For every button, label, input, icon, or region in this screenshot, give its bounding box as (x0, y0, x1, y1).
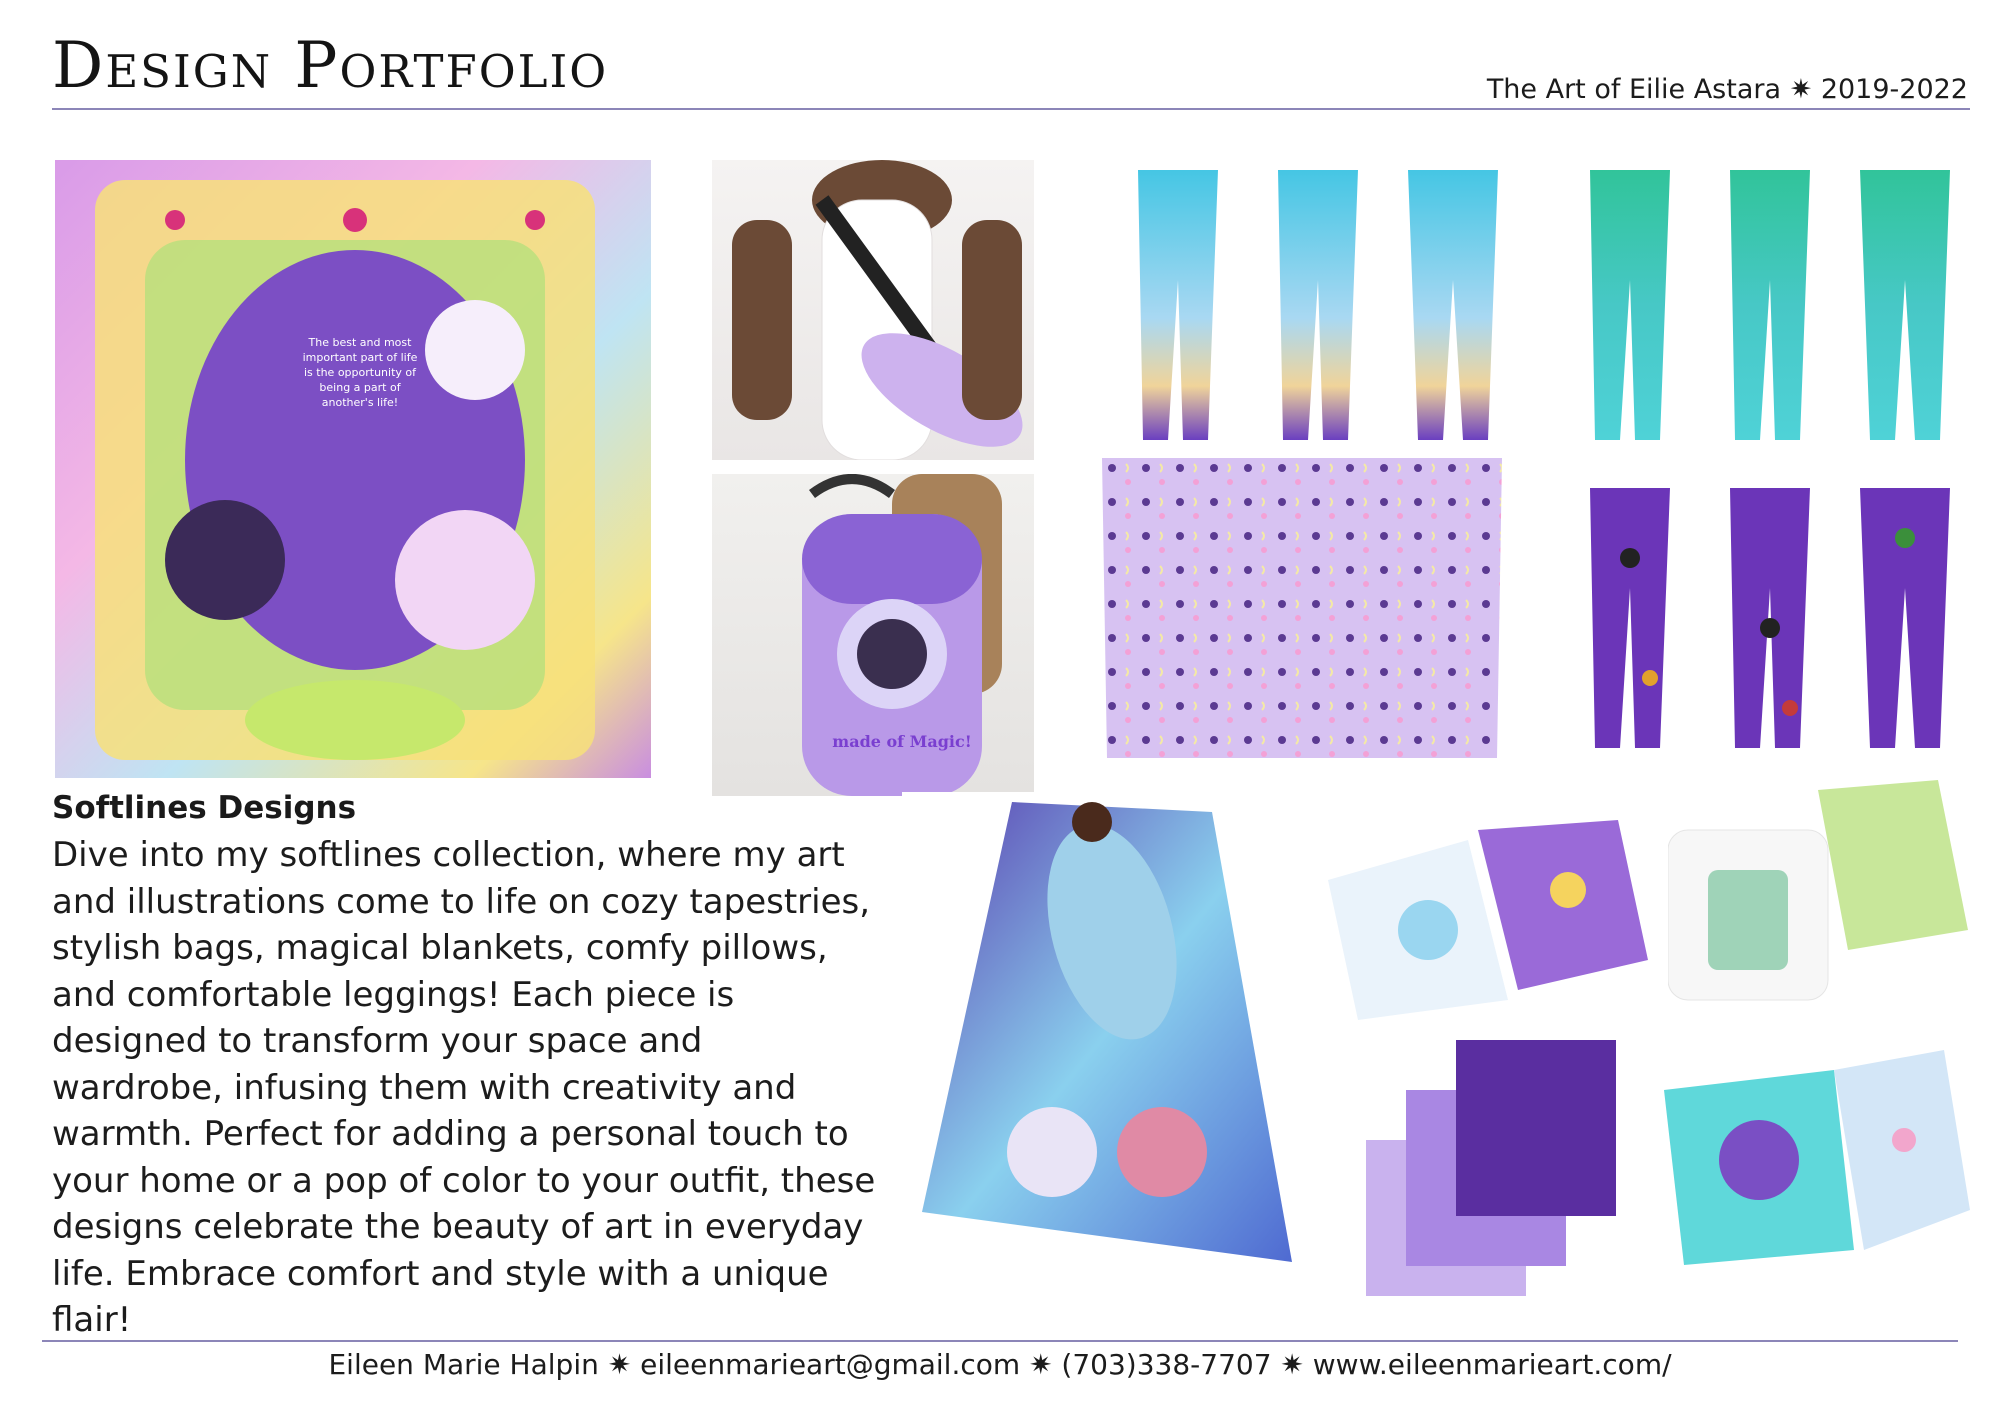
blue-leggings-photo (1098, 160, 1518, 456)
fanny-pack-photo (712, 160, 1034, 460)
tapestry-photo (55, 160, 651, 778)
page-title: Design Portfolio (52, 29, 609, 103)
section-heading: Softlines Designs (52, 790, 357, 826)
page-subtitle: The Art of Eilie Astara ✷ 2019-2022 (1486, 74, 1968, 105)
napkins-photo (1366, 1040, 1616, 1296)
section-description: Dive into my softlines collection, where my art and illustrations come to life on cozy tapestries, stylish bags, magical blankets, comfy pillows, and comfortable leggings! Each piece is designed to transform your space and wardrobe, infusing them with creativity and warmth. Perfect for adding a personal touch to your home or a pop of color to your outfit, these designs celebrate the beauty of art in everyday life. Embrace comfort and style with a unique flair! (52, 835, 876, 1340)
tapestry-quote: The best and most important part of life is the opportunity of being a part of another's life! (302, 336, 418, 409)
blanket-photo (902, 792, 1322, 1292)
backpack-print-text: made of Magic! (832, 732, 972, 751)
contact-footer: Eileen Marie Halpin ✷ eileenmarieart@gmail.com ✷ (703)338-7707 ✷ www.eileenmarieart.com/ (328, 1348, 1672, 1381)
pink-pillows-photo (1318, 800, 1658, 1030)
green-leggings-photo (1560, 160, 1970, 456)
teal-pillows-photo (1664, 1050, 1970, 1270)
white-pillows-photo (1668, 780, 1968, 1010)
purple-leggings-photo (1560, 478, 1970, 758)
footer-divider (42, 1340, 1958, 1342)
pattern-tapestry-photo (1102, 458, 1502, 758)
backpack-photo (712, 474, 1034, 796)
header-divider (52, 108, 1970, 110)
